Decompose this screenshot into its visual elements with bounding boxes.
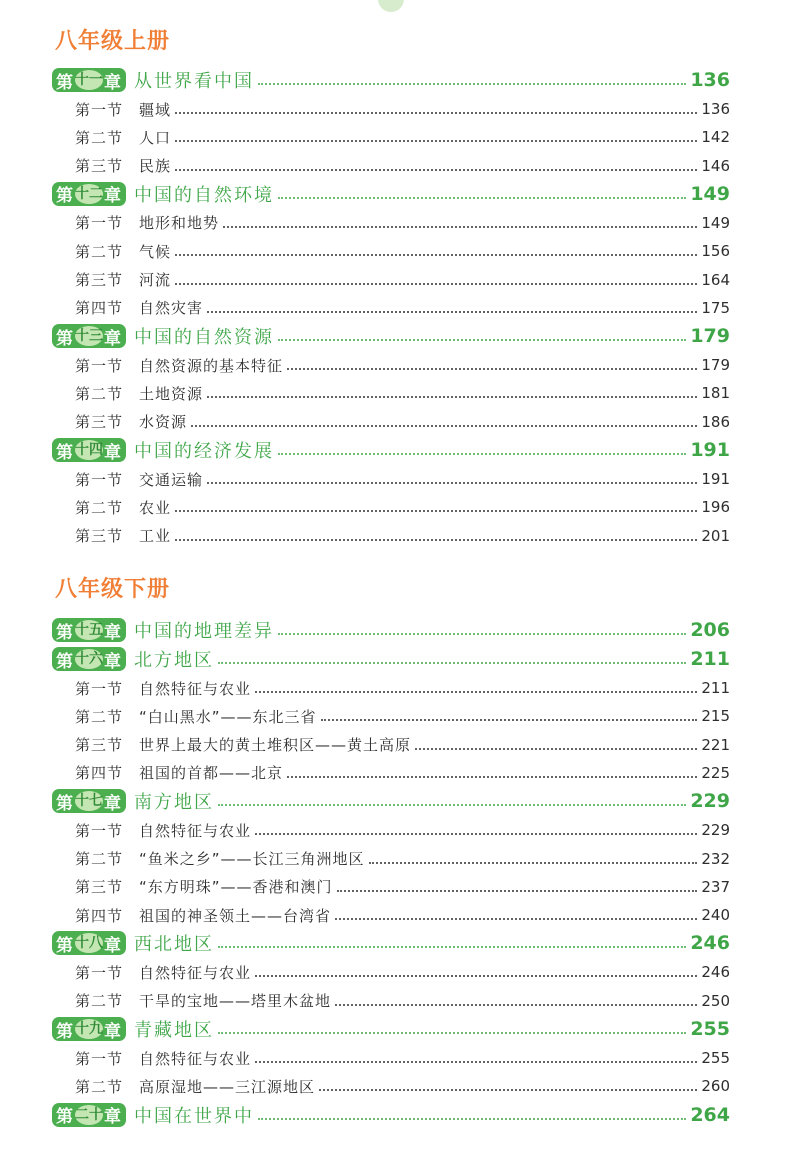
dot-leader (278, 339, 686, 341)
toc-section-entry[interactable] (52, 761, 730, 785)
dot-leader (415, 748, 697, 750)
dot-leader (258, 1118, 686, 1120)
section-title: 河流 (139, 271, 172, 289)
section-title: 高原湿地——三江源地区 (139, 1077, 316, 1096)
dot-leader (175, 510, 697, 512)
chapter-badge-suffix: 章 (104, 651, 122, 672)
chapter-badge (52, 182, 126, 206)
dot-leader (369, 862, 698, 864)
section-number: 第三节 (75, 878, 124, 897)
chapter-badge-prefix: 第 (56, 622, 74, 643)
section-number: 第三节 (75, 527, 124, 546)
section-number: 第一节 (75, 100, 124, 119)
section-title: 工业 (139, 527, 172, 546)
page-number: 229 (690, 790, 730, 813)
page-number: 191 (701, 470, 730, 488)
chapter-badge-prefix: 第 (56, 186, 74, 207)
toc-chapter-entry[interactable] (52, 645, 730, 673)
toc-chapter-entry[interactable] (52, 929, 730, 957)
section-title: 人口 (139, 128, 172, 147)
chapter-number: 十七 (75, 793, 103, 810)
chapter-badge-suffix: 章 (104, 793, 122, 814)
toc-section-entry[interactable] (52, 1074, 730, 1098)
page-number: 211 (690, 648, 730, 670)
chapter-title: 中国的经济发展 (134, 441, 274, 462)
page-number: 164 (701, 270, 730, 289)
page-number: 232 (701, 849, 730, 868)
chapter-badge-suffix: 章 (104, 186, 122, 207)
toc-section-entry[interactable] (52, 154, 730, 178)
dot-leader (175, 169, 697, 171)
page-number: 156 (701, 242, 730, 261)
dot-leader (337, 890, 698, 892)
section-number: 第三节 (75, 736, 124, 755)
section-title: 自然特征与农业 (139, 821, 252, 840)
toc-section-entry[interactable] (52, 875, 730, 899)
toc-section-entry[interactable] (52, 211, 730, 235)
page-number: 225 (701, 763, 730, 782)
chapter-badge-prefix: 第 (56, 328, 74, 349)
chapter-number: 十六 (75, 651, 103, 667)
section-number: 第一节 (75, 214, 124, 233)
page-number: 206 (690, 619, 730, 641)
page-number: 246 (701, 963, 730, 982)
chapter-number: 十五 (75, 622, 103, 638)
chapter-badge-prefix: 第 (56, 935, 74, 956)
dot-leader (223, 226, 697, 228)
section-title: 祖国的神圣领土——台湾省 (139, 906, 332, 925)
page-number: 246 (690, 932, 730, 955)
toc-section-entry[interactable] (52, 704, 730, 728)
chapter-badge (52, 438, 126, 462)
chapter-title: 青藏地区 (134, 1020, 214, 1041)
chapter-number: 十八 (75, 935, 103, 952)
page-number: 255 (701, 1049, 730, 1067)
chapter-badge (52, 789, 126, 813)
dot-leader (191, 425, 697, 427)
section-title: 农业 (139, 498, 172, 517)
section-number: 第一节 (75, 470, 124, 489)
dot-leader (207, 482, 697, 484)
dot-leader (175, 283, 697, 285)
chapter-badge-prefix: 第 (56, 1021, 74, 1042)
page-number: 136 (701, 100, 730, 118)
dot-leader (207, 396, 697, 398)
toc-chapter-entry[interactable] (52, 787, 730, 815)
toc-chapter-entry[interactable] (52, 616, 730, 644)
dot-leader (321, 719, 698, 721)
section-number: 第二节 (75, 128, 124, 147)
section-number: 第三节 (75, 271, 124, 289)
dot-leader (278, 633, 686, 635)
page-number: 211 (701, 679, 730, 697)
page-number: 175 (701, 298, 730, 317)
chapter-number: 十一 (75, 72, 103, 88)
dot-leader (255, 1061, 697, 1063)
chapter-badge (52, 1017, 126, 1041)
page-number: 215 (701, 707, 730, 726)
page-number: 250 (701, 991, 730, 1010)
top-decoration-dot (378, 0, 404, 12)
dot-leader (175, 112, 697, 114)
toc-section-entry[interactable] (52, 1046, 730, 1070)
chapter-badge-prefix: 第 (56, 793, 74, 814)
page-number: 260 (701, 1077, 730, 1096)
toc-section-entry[interactable] (52, 989, 730, 1013)
dot-leader (218, 804, 686, 806)
dot-leader (278, 197, 686, 199)
section-title: 气候 (139, 242, 172, 261)
section-number: 第一节 (75, 963, 124, 982)
chapter-title: 南方地区 (134, 792, 214, 814)
page-number: 179 (701, 356, 730, 375)
section-title: 自然灾害 (139, 299, 204, 318)
dot-leader (278, 453, 686, 455)
dot-leader (255, 691, 697, 693)
page-number: 149 (701, 213, 730, 232)
toc-section-entry[interactable] (52, 847, 730, 871)
section-number: 第四节 (75, 764, 124, 783)
section-title: 自然特征与农业 (139, 1049, 252, 1068)
chapter-title: 西北地区 (134, 934, 214, 956)
section-title: 干旱的宝地——塔里木盆地 (139, 992, 332, 1011)
toc-section-entry[interactable] (52, 524, 730, 548)
page-number: 221 (701, 735, 730, 754)
section-number: 第三节 (75, 413, 124, 432)
volume-title-lower: 八年级下册 (55, 577, 171, 602)
section-title: “东方明珠”——香港和澳门 (139, 878, 333, 897)
chapter-number: 十四 (75, 442, 103, 458)
page-number: 229 (701, 821, 730, 840)
dot-leader (218, 946, 686, 948)
chapter-title: 中国在世界中 (134, 1105, 254, 1127)
chapter-badge (52, 647, 126, 671)
toc-section-entry[interactable] (52, 239, 730, 263)
section-title: “白山黑水”——东北三省 (139, 707, 317, 726)
chapter-number: 十三 (75, 328, 103, 345)
dot-leader (207, 311, 697, 313)
dot-leader (255, 975, 697, 977)
toc-section-entry[interactable] (52, 381, 730, 405)
toc-section-entry[interactable] (52, 467, 730, 491)
page-number: 191 (690, 439, 730, 461)
page-number: 196 (701, 498, 730, 517)
section-title: 自然资源的基本特征 (139, 356, 284, 375)
chapter-title: 从世界看中国 (134, 71, 254, 92)
section-title: 水资源 (139, 413, 188, 432)
chapter-badge (52, 1103, 126, 1127)
section-title: 祖国的首都——北京 (139, 764, 284, 783)
section-title: 土地资源 (139, 384, 204, 403)
dot-leader (218, 1032, 686, 1034)
toc-section-entry[interactable] (52, 818, 730, 842)
chapter-number: 十九 (75, 1021, 103, 1037)
page-number: 240 (701, 906, 730, 925)
section-number: 第一节 (75, 821, 124, 840)
page-number: 181 (701, 384, 730, 403)
toc-section-entry[interactable] (52, 676, 730, 700)
section-number: 第四节 (75, 299, 124, 318)
chapter-badge-suffix: 章 (104, 1021, 122, 1042)
chapter-badge-suffix: 章 (104, 935, 122, 956)
dot-leader (175, 254, 697, 256)
section-title: 地形和地势 (139, 214, 220, 233)
section-title: 自然特征与农业 (139, 963, 252, 982)
section-title: 世界上最大的黄土堆积区——黄土高原 (139, 736, 412, 755)
toc-section-entry[interactable] (52, 125, 730, 149)
chapter-badge-suffix: 章 (104, 1107, 122, 1128)
page-number: 237 (701, 877, 730, 896)
dot-leader (175, 140, 697, 142)
toc-section-entry[interactable] (52, 733, 730, 757)
volume-title-upper: 八年级上册 (55, 29, 171, 54)
chapter-badge-suffix: 章 (104, 328, 122, 349)
chapter-badge (52, 324, 126, 348)
chapter-badge-suffix: 章 (104, 622, 122, 643)
toc-section-entry[interactable] (52, 353, 730, 377)
chapter-badge-suffix: 章 (104, 442, 122, 463)
section-number: 第一节 (75, 1049, 124, 1068)
toc-chapter-entry[interactable] (52, 66, 730, 94)
section-number: 第四节 (75, 906, 124, 925)
page-number: 186 (701, 412, 730, 431)
section-number: 第二节 (75, 992, 124, 1011)
chapter-title: 北方地区 (134, 650, 214, 671)
page-number: 201 (701, 526, 730, 545)
toc-section-entry[interactable] (52, 268, 730, 292)
dot-leader (335, 918, 697, 920)
chapter-badge (52, 931, 126, 955)
dot-leader (218, 662, 686, 664)
toc-section-entry[interactable] (52, 97, 730, 121)
page-number: 142 (701, 128, 730, 147)
chapter-badge (52, 618, 126, 642)
page-number: 146 (701, 156, 730, 175)
dot-leader (258, 83, 686, 85)
dot-leader (287, 776, 697, 778)
page-number: 149 (690, 182, 730, 205)
section-title: “鱼米之乡”——长江三角洲地区 (139, 850, 365, 868)
section-number: 第三节 (75, 157, 124, 176)
dot-leader (335, 1004, 697, 1006)
toc-chapter-entry[interactable] (52, 322, 730, 350)
chapter-title: 中国的地理差异 (134, 621, 274, 642)
chapter-number: 十二 (75, 185, 103, 202)
dot-leader (319, 1089, 697, 1091)
toc-section-entry[interactable] (52, 495, 730, 519)
section-number: 第一节 (75, 356, 124, 375)
toc-chapter-entry[interactable] (52, 436, 730, 464)
chapter-number: 二十 (75, 1106, 103, 1123)
section-number: 第一节 (75, 679, 124, 698)
chapter-title: 中国的自然环境 (134, 184, 274, 206)
dot-leader (175, 539, 697, 541)
section-number: 第二节 (75, 384, 124, 403)
chapter-badge (52, 68, 126, 92)
toc-section-entry[interactable] (52, 296, 730, 320)
section-title: 民族 (139, 157, 172, 176)
chapter-badge-prefix: 第 (56, 651, 74, 672)
chapter-title: 中国的自然资源 (134, 327, 274, 349)
chapter-badge-prefix: 第 (56, 1107, 74, 1128)
section-title: 疆域 (139, 100, 172, 119)
section-number: 第二节 (75, 850, 124, 868)
dot-leader (255, 833, 697, 835)
page-number: 264 (690, 1103, 730, 1126)
section-number: 第二节 (75, 1077, 124, 1096)
dot-leader (287, 368, 697, 370)
chapter-badge-suffix: 章 (104, 72, 122, 93)
toc-section-entry[interactable] (52, 903, 730, 927)
toc-chapter-entry[interactable] (52, 1101, 730, 1129)
section-title: 自然特征与农业 (139, 679, 252, 698)
page-number: 136 (690, 69, 730, 91)
page-number: 179 (690, 325, 730, 348)
section-number: 第二节 (75, 707, 124, 726)
toc-chapter-entry[interactable] (52, 1015, 730, 1043)
toc-section-entry[interactable] (52, 960, 730, 984)
toc-section-entry[interactable] (52, 410, 730, 434)
page-number: 255 (690, 1018, 730, 1040)
toc-chapter-entry[interactable] (52, 180, 730, 208)
chapter-badge-prefix: 第 (56, 72, 74, 93)
chapter-badge-prefix: 第 (56, 442, 74, 463)
section-number: 第二节 (75, 242, 124, 261)
section-title: 交通运输 (139, 470, 204, 489)
section-number: 第二节 (75, 498, 124, 517)
